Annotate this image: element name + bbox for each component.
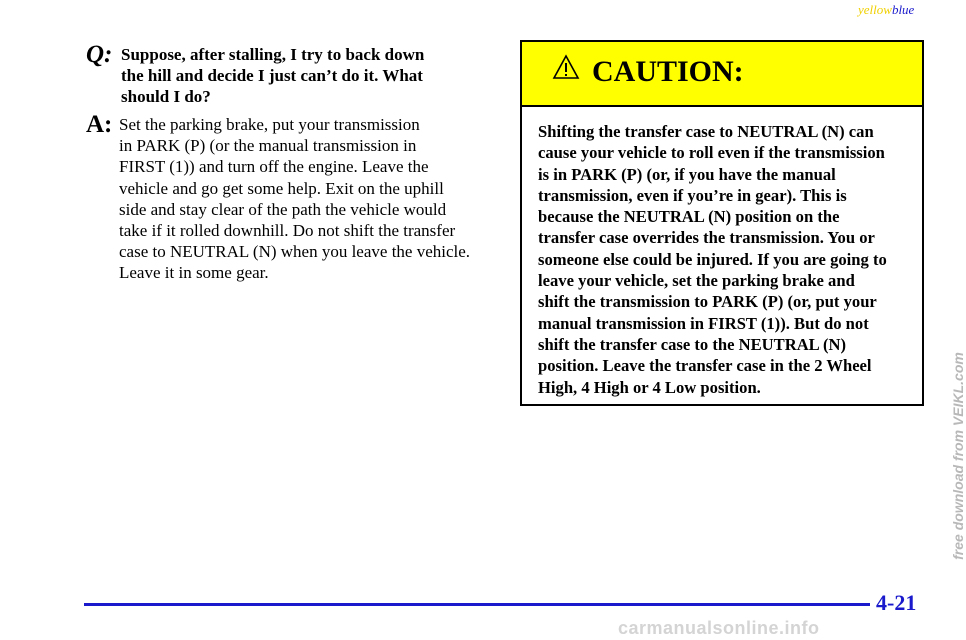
caution-line: because the NEUTRAL (N) position on the: [538, 207, 840, 227]
caution-line: shift the transmission to PARK (P) (or, put your: [538, 292, 877, 312]
page-number: 4-21: [876, 590, 917, 615]
question-marker: Q:: [86, 41, 113, 68]
caution-line: cause your vehicle to roll even if the transmission: [538, 143, 885, 163]
caution-line: someone else could be injured. If you are going to: [538, 249, 887, 269]
answer-line: side and stay clear of the path the vehicle would: [119, 199, 447, 219]
color-tag: [858, 2, 914, 18]
question-line: should I do?: [121, 87, 211, 106]
question-block: [86, 41, 496, 107]
side-watermark: [938, 340, 966, 580]
answer-line: case to NEUTRAL (N) when you leave the vehicle.: [119, 242, 471, 262]
answer-text: [119, 114, 496, 284]
color-tag-blue: blue: [891, 2, 915, 17]
caution-line: position. Leave the transfer case in the 2 Wheel: [538, 356, 872, 376]
answer-line: in PARK (P) (or the manual transmission in: [119, 136, 417, 156]
answer-marker: A:: [86, 111, 113, 138]
caution-line: is in PARK (P) (or, if you have the manual: [538, 164, 836, 184]
answer-block: [86, 111, 496, 284]
answer-line: FIRST (1)) and turn off the engine. Leave the: [119, 157, 429, 177]
caution-line: High, 4 High or 4 Low position.: [538, 377, 761, 397]
answer-line: take if it rolled downhill. Do not shift the transfer: [119, 221, 456, 241]
caution-line: transfer case overrides the transmission. You or: [538, 228, 875, 248]
caution-line: transmission, even if you’re in gear). This is: [538, 185, 847, 205]
caution-text: [522, 107, 922, 398]
question-line: the hill and decide I just can’t do it. What: [121, 66, 423, 85]
caution-line: Shifting the transfer case to NEUTRAL (N) can: [538, 122, 874, 141]
answer-line: Leave it in some gear.: [119, 263, 269, 283]
answer-line: vehicle and go get some help. Exit on the uphill: [119, 178, 444, 198]
footer-rule: [84, 603, 870, 606]
question-text: [121, 44, 496, 107]
question-line: Suppose, after stalling, I try to back down: [121, 45, 425, 64]
caution-box: [520, 40, 924, 406]
side-watermark-text: free download from VEIKL.com: [950, 352, 966, 560]
answer-line: Set the parking brake, put your transmission: [119, 115, 420, 134]
bottom-watermark: carmanualsonline.info: [618, 618, 820, 638]
caution-line: leave your vehicle, set the parking brake and: [538, 271, 855, 291]
caution-line: shift the transfer case to the NEUTRAL (N): [538, 334, 847, 354]
color-tag-yellow: yellow: [858, 2, 892, 17]
caution-line: manual transmission in FIRST (1)). But do not: [538, 313, 869, 333]
warning-triangle-icon: [552, 54, 580, 80]
caution-header: [522, 42, 922, 107]
caution-title: CAUTION:: [592, 55, 744, 88]
